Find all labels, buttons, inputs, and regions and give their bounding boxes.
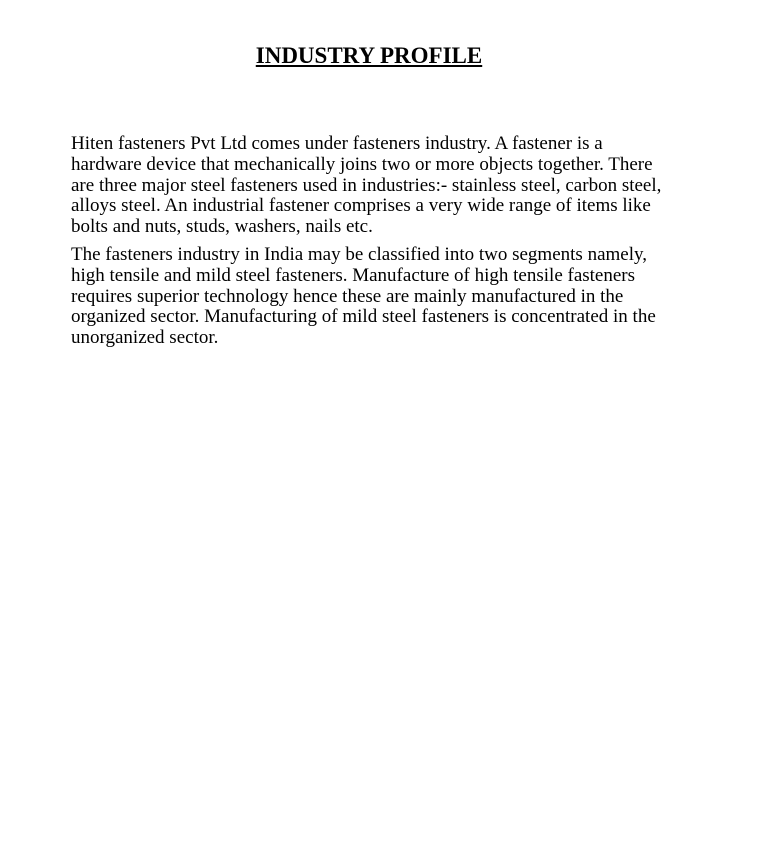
page-title: INDUSTRY PROFILE [255,43,483,68]
paragraph-industry-segments: The fasteners industry in India may be classified into two segments namely, high tensile and mild steel fasteners. Manufacture of high tensile fasteners requires superior technology hence these are mainly manufactured in the organized sector. Manufacturing of mild steel fasteners is concentrated in the unorganized sector. [71,243,656,349]
paragraph-fastener-definition: Hiten fasteners Pvt Ltd comes under fasteners industry. A fastener is a hardware device that mechanically joins two or more objects together. There are three major steel fasteners used in industries:- stainless steel, carbon steel, alloys steel. An industrial fastener comprises a very wide range of items like bolts and nuts, studs, washers, nails etc. [71,133,662,238]
document-body [71,134,671,356]
